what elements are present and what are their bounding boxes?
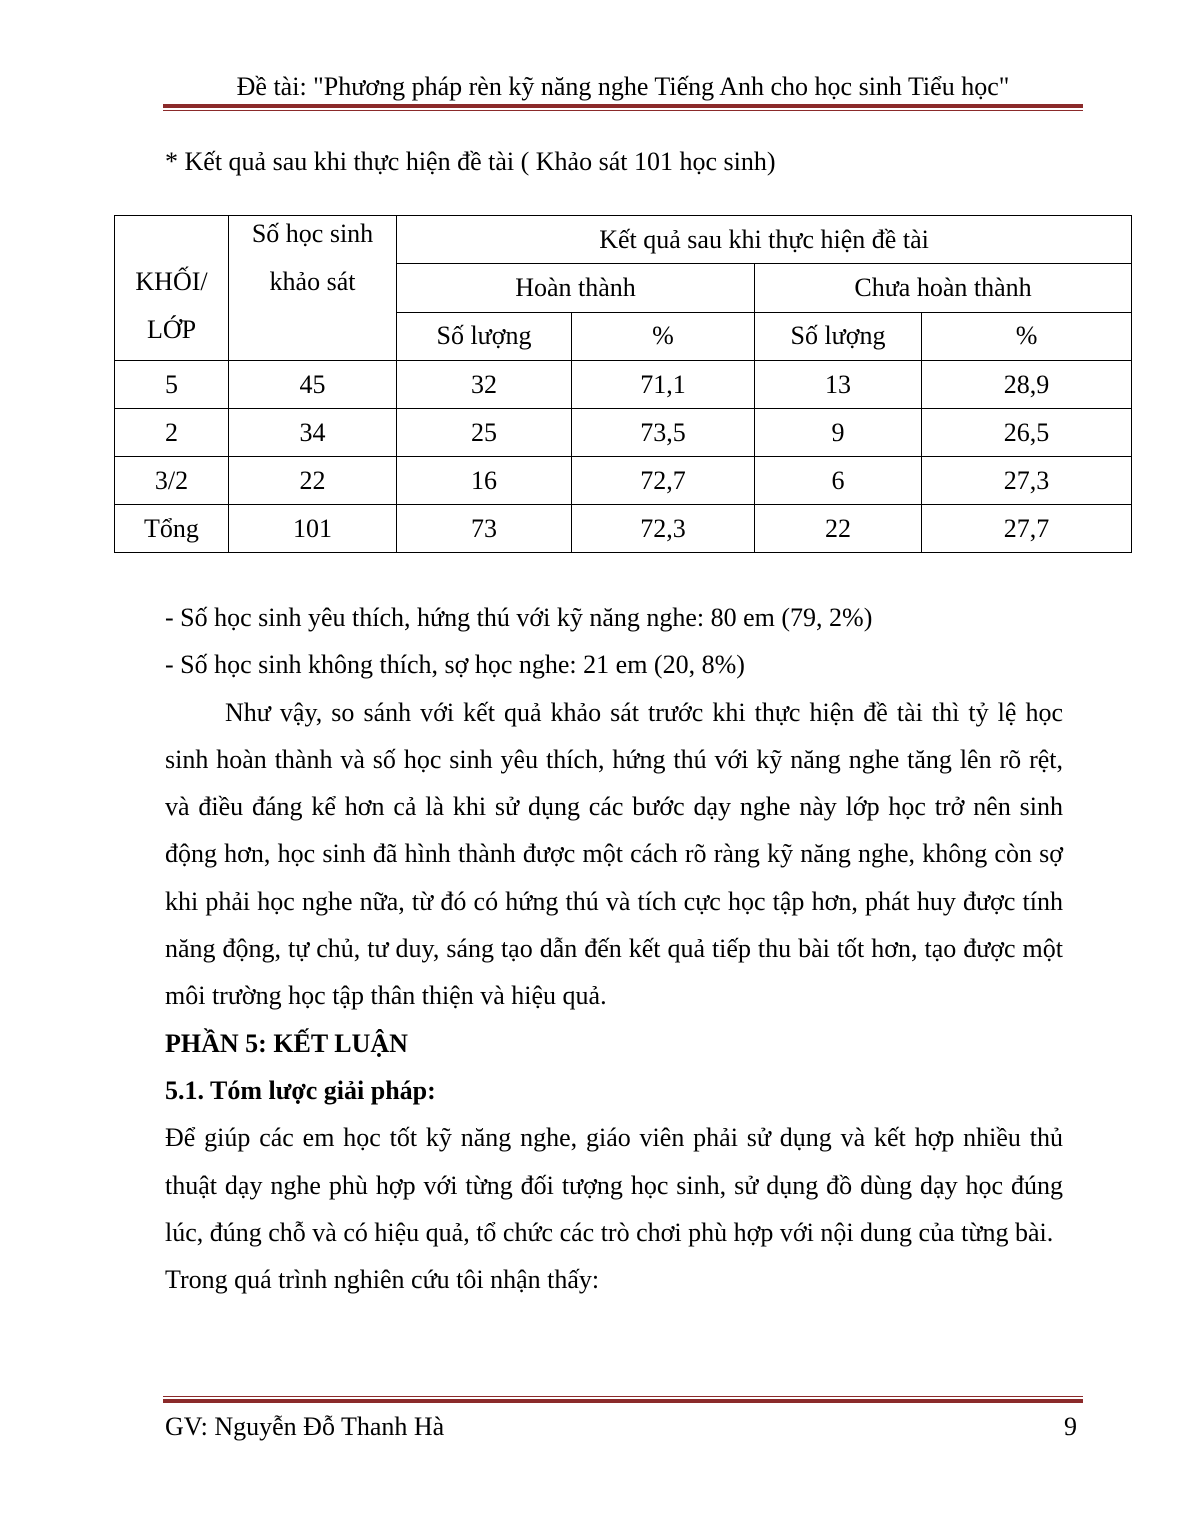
cell-not-done-qty: 6 xyxy=(755,457,922,505)
grade-header-line1: KHỐI/ xyxy=(135,267,208,296)
count-header-line2: khảo sát xyxy=(269,267,356,296)
table-header-row-1 xyxy=(115,216,1132,264)
table-row xyxy=(115,457,1132,505)
cell-grade: 3/2 xyxy=(115,457,229,505)
table-row xyxy=(115,409,1132,457)
body-text xyxy=(165,594,1063,1303)
not-done-qty-header: Số lượng xyxy=(755,312,922,360)
cell-done-pct: 73,5 xyxy=(572,409,755,457)
results-table xyxy=(114,215,1132,553)
cell-done-qty: 73 xyxy=(397,505,572,553)
grade-header-line2: LỚP xyxy=(146,315,197,344)
comparison-paragraph: Như vậy, so sánh với kết quả khảo sát trước khi thực hiện đề tài thì tỷ lệ học sinh hoàn thành và số học sinh yêu thích, hứng thú với kỹ năng nghe tăng lên rõ rệt, và điều đáng kể hơn cả là khi sử dụng các bước dạy nghe này lớp học trở nên sinh động hơn, học sinh đã hình thành được một cách rõ ràng kỹ năng nghe, không còn sợ khi phải học nghe nữa, từ đó có hứng thú và tích cực học tập hơn, phát huy được tính năng động, tự chủ, tư duy, sáng tạo dẫn đến kết quả tiếp thu bài tốt hơn, tạo được một môi trường học tập thân thiện và hiệu quả. xyxy=(165,697,1063,1011)
page-number: 9 xyxy=(1064,1412,1077,1441)
cell-count: 45 xyxy=(229,361,397,409)
cell-not-done-qty: 9 xyxy=(755,409,922,457)
results-intro: * Kết quả sau khi thực hiện đề tài ( Khảo sát 101 học sinh) xyxy=(165,147,776,176)
cell-not-done-pct: 27,3 xyxy=(922,457,1132,505)
cell-done-pct: 71,1 xyxy=(572,361,755,409)
not-done-pct-header: % xyxy=(922,312,1132,360)
cell-done-pct: 72,7 xyxy=(572,457,755,505)
subsection-heading-5-1: 5.1. Tóm lược giải pháp: xyxy=(165,1075,436,1105)
cell-not-done-pct: 27,7 xyxy=(922,505,1132,553)
cell-not-done-pct: 28,9 xyxy=(922,361,1132,409)
footer-rule xyxy=(163,1396,1083,1403)
cell-done-pct: 72,3 xyxy=(572,505,755,553)
done-qty-header: Số lượng xyxy=(397,312,572,360)
cell-count: 34 xyxy=(229,409,397,457)
not-done-header-cell: Chưa hoàn thành xyxy=(755,264,1132,312)
done-pct-header: % xyxy=(572,312,755,360)
like-stat-line: - Số học sinh yêu thích, hứng thú với kỹ năng nghe: 80 em (79, 2%) xyxy=(165,603,873,632)
header-rule xyxy=(163,104,1083,111)
cell-count: 22 xyxy=(229,457,397,505)
research-line: Trong quá trình nghiên cứu tôi nhận thấy: xyxy=(165,1265,600,1295)
document-header-title: Đề tài: "Phương pháp rèn kỹ năng nghe Tiếng Anh cho học sinh Tiểu học" xyxy=(236,72,1010,101)
group-header-cell: Kết quả sau khi thực hiện đề tài xyxy=(397,216,1132,264)
cell-not-done-qty: 13 xyxy=(755,361,922,409)
section-heading-part5: PHẦN 5: KẾT LUẬN xyxy=(165,1028,408,1058)
solution-paragraph: Để giúp các em học tốt kỹ năng nghe, giáo viên phải sử dụng và kết hợp nhiều thủ thuật dạy nghe phù hợp với từng đối tượng học sinh, sử dụng đồ dùng dạy học đúng lúc, đúng chỗ và có hiệu quả, tổ chức các trò chơi phù hợp với nội dung của từng bài. xyxy=(165,1123,1063,1247)
dislike-stat-line: - Số học sinh không thích, sợ học nghe: 21 em (20, 8%) xyxy=(165,650,745,680)
cell-done-qty: 16 xyxy=(397,457,572,505)
cell-not-done-qty: 22 xyxy=(755,505,922,553)
footer-author: GV: Nguyễn Đỗ Thanh Hà xyxy=(165,1412,445,1441)
cell-grade: Tổng xyxy=(115,505,229,553)
cell-done-qty: 32 xyxy=(397,361,572,409)
table-total-row xyxy=(115,505,1132,553)
table-row xyxy=(115,361,1132,409)
count-header-cell xyxy=(229,216,397,361)
cell-not-done-pct: 26,5 xyxy=(922,409,1132,457)
grade-header-cell xyxy=(115,216,229,361)
cell-count: 101 xyxy=(229,505,397,553)
count-header-line1: Số học sinh xyxy=(251,219,374,248)
done-header-cell: Hoàn thành xyxy=(397,264,755,312)
cell-done-qty: 25 xyxy=(397,409,572,457)
cell-grade: 2 xyxy=(115,409,229,457)
cell-grade: 5 xyxy=(115,361,229,409)
